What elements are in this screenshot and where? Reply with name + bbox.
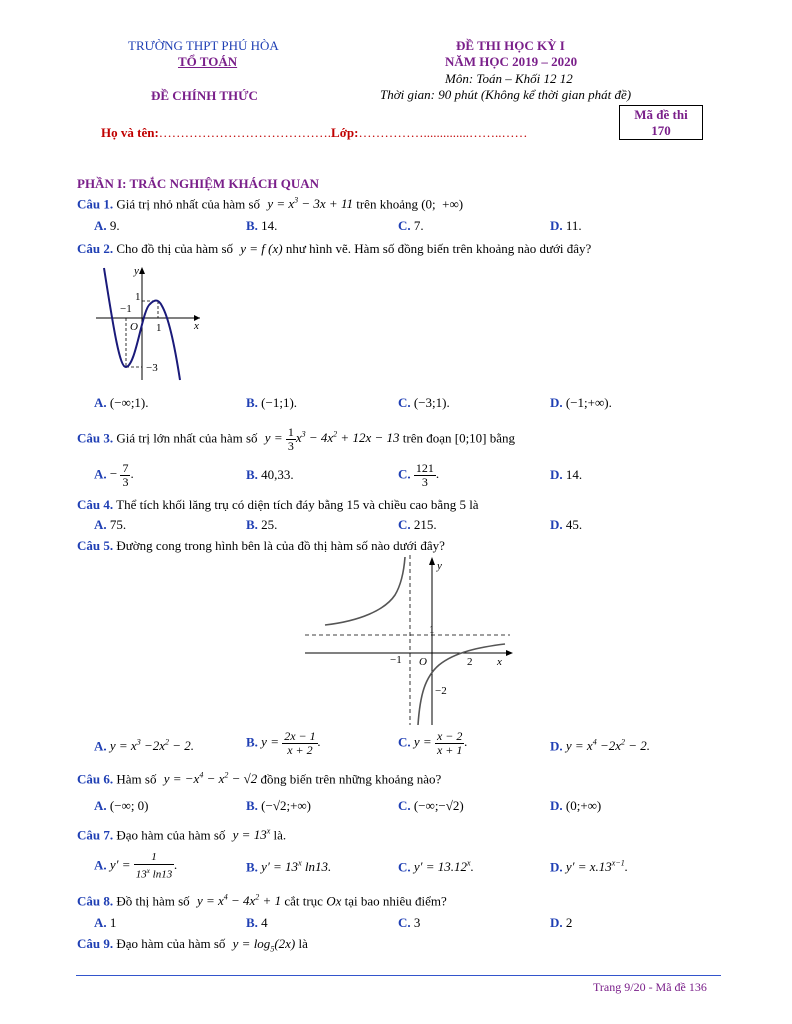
name-label: Họ và tên: [101, 125, 159, 140]
option-text: 40,33. [261, 467, 294, 482]
formula: $y = x^3 - 3x + 11$ [267, 196, 353, 212]
option-letter: C. [398, 859, 411, 875]
official-label: ĐỀ CHÍNH THỨC [151, 88, 258, 103]
formula: $y = \log_5(2x)$ [232, 936, 296, 954]
question-1 [77, 196, 463, 212]
option-letter: C. [398, 395, 411, 410]
formula: $y = 13^x$ [232, 827, 271, 843]
section-title: PHẦN I: TRẮC NGHIỆM KHÁCH QUAN [77, 176, 320, 191]
q8-option-a[interactable] [94, 915, 116, 931]
question-tail: trên đoạn [402, 430, 452, 446]
question-label: Câu 8. [77, 893, 114, 909]
option-text: y = $\frac{2x - 1}{x + 2}$ . [261, 729, 321, 757]
option-letter: D. [550, 915, 563, 930]
q7-option-d[interactable] [550, 859, 628, 875]
question-text: Cho đồ thị của hàm số [116, 241, 234, 256]
tick-label: −2 [435, 685, 447, 697]
option-letter: D. [550, 395, 563, 410]
group-name: TỔ TOÁN [178, 54, 238, 69]
question-text: Đạo hàm của hàm số [116, 936, 226, 951]
formula: $y = x^4 - 4x^2 + 1$ [196, 893, 282, 909]
question-text: Giá trị nhỏ nhất của hàm số [116, 196, 261, 212]
option-text: − $\frac{7}{3}$ . [109, 461, 134, 489]
y-label: y [437, 560, 442, 572]
option-text: (−1;+∞). [565, 395, 612, 410]
option-letter: B. [246, 915, 258, 930]
question-label: Câu 6. [77, 771, 114, 787]
formula: y = f (x) [240, 241, 283, 256]
option-text: 2 [565, 915, 573, 930]
q4-option-d[interactable] [550, 517, 582, 533]
school-year: NĂM HỌC 2019 – 2020 [445, 54, 578, 69]
tick-label: 2 [467, 656, 473, 668]
option-letter: B. [246, 517, 258, 532]
option-letter: B. [246, 395, 258, 410]
cubic-graph [92, 262, 212, 384]
q2-option-a[interactable] [94, 395, 149, 411]
option-text: 4 [261, 915, 268, 930]
page-footer: Trang 9/20 - Mã đề 136 [593, 980, 707, 994]
option-text: 14. [261, 218, 278, 233]
option-letter: B. [246, 218, 258, 233]
time-line: Thời gian: 90 phút (Không kể thời gian phát đề) [380, 87, 632, 102]
question-text: Đồ thị hàm số [116, 893, 190, 909]
question-tail-2: bằng [489, 430, 516, 446]
question-5 [77, 538, 445, 554]
option-letter: D. [550, 517, 563, 532]
question-text: Hàm số [116, 771, 157, 787]
question-7 [77, 827, 286, 843]
question-text: Giá trị lớn nhất của hàm số [116, 430, 258, 446]
question-tail: đồng biến trên những khoảng nào? [260, 771, 442, 787]
question-text: Thể tích khối lăng trụ có diện tích đáy bằng 15 và chiều cao bằng 5 là [116, 497, 479, 512]
option-text: $y' = x.13^{x-1}$. [565, 859, 628, 875]
question-tail-2: tại bao nhiêu điểm? [344, 893, 447, 909]
q3-option-b[interactable] [246, 467, 294, 483]
option-text: y = $\frac{x - 2}{x + 1}$ . [413, 729, 468, 757]
question-2 [77, 241, 591, 257]
option-letter: A. [94, 466, 107, 482]
right-branch [418, 644, 505, 725]
question-8 [77, 893, 447, 909]
tick-label: −1 [120, 303, 132, 315]
option-letter: C. [398, 466, 411, 482]
q5-option-d[interactable] [550, 738, 650, 754]
q4-option-a[interactable] [94, 517, 126, 533]
q1-option-b[interactable] [246, 218, 277, 234]
option-letter: A. [94, 517, 107, 532]
q6-option-d[interactable] [550, 798, 601, 814]
question-label: Câu 3. [77, 430, 114, 446]
option-text: 215. [413, 517, 437, 532]
question-text: Đạo hàm của hàm số [116, 827, 226, 843]
option-text: (−∞;1). [109, 395, 149, 410]
option-text: (−√2;+∞) [261, 798, 312, 813]
question-label: Câu 2. [77, 241, 114, 256]
question-6 [77, 771, 441, 787]
q1-option-c[interactable] [398, 218, 424, 234]
question-tail: như hình vẽ. Hàm số đồng biến trên khoảng nào dưới đây? [285, 241, 592, 256]
option-text: (−1;1). [261, 395, 298, 410]
q2-option-d[interactable] [550, 395, 612, 411]
formula: y = $\frac{1}{3}$ $x^3 - 4x^2 + 12x - 13$ [264, 425, 400, 453]
option-text: $y' = 13.12^x$. [413, 859, 474, 875]
question-tail: cắt trục [284, 893, 323, 909]
left-branch [325, 557, 405, 625]
footer-divider [76, 975, 721, 976]
option-letter: C. [398, 734, 411, 750]
q8-option-b[interactable] [246, 915, 268, 931]
option-text: 14. [565, 467, 583, 482]
option-letter: D. [550, 798, 563, 813]
q2-option-b[interactable] [246, 395, 297, 411]
option-text: (−3;1). [413, 395, 450, 410]
option-letter: B. [246, 798, 258, 813]
origin-label: O [419, 656, 427, 668]
question-9 [77, 936, 308, 954]
option-letter: A. [94, 915, 107, 930]
student-info-line [101, 125, 527, 141]
option-letter: D. [550, 859, 563, 875]
option-letter: D. [550, 738, 563, 754]
hyperbola-graph [305, 555, 515, 727]
exam-title: ĐỀ THI HỌC KỲ I [456, 38, 565, 53]
x-arrow [506, 650, 513, 656]
tick-label: 1 [429, 624, 435, 636]
origin-label: O [130, 321, 138, 333]
option-text: 1 [109, 915, 117, 930]
option-letter: A. [94, 798, 107, 813]
option-text: 9. [109, 218, 120, 233]
option-text: 7. [413, 218, 424, 233]
q8-option-d[interactable] [550, 915, 572, 931]
option-letter: A. [94, 857, 107, 873]
question-label: Câu 9. [77, 936, 114, 951]
option-text: (−∞; 0) [109, 798, 149, 813]
q8-option-c[interactable] [398, 915, 420, 931]
q1-option-a[interactable] [94, 218, 120, 234]
exam-code-value: 170 [651, 123, 671, 138]
q2-option-c[interactable] [398, 395, 450, 411]
option-text: $\frac{121}{3}$ . [415, 461, 440, 489]
tick-label: 1 [135, 291, 141, 303]
school-name: TRƯỜNG THPT PHÚ HÒA [128, 38, 279, 53]
y-label: y [134, 265, 139, 277]
y-arrow [429, 557, 435, 565]
option-letter: C. [398, 915, 411, 930]
option-text: y′ = $\frac{1}{13^x \ln 13}$ . [109, 851, 178, 881]
tick-label: −3 [146, 362, 158, 374]
option-letter: B. [246, 734, 258, 750]
question-4 [77, 497, 479, 513]
axis-name: Ox [326, 893, 342, 909]
question-3 [77, 426, 515, 453]
option-text: (−∞;−√2) [413, 798, 464, 813]
option-letter: A. [94, 218, 107, 233]
option-text: $y' = 13^x$ ln13. [261, 859, 332, 875]
y-arrow [139, 267, 145, 274]
interval: (0; +∞) [421, 196, 464, 212]
question-tail: là [298, 936, 308, 951]
q4-option-b[interactable] [246, 517, 277, 533]
option-text: 11. [565, 218, 582, 233]
q3-option-a[interactable] [94, 462, 134, 489]
class-field: ……………..............……..…… [358, 125, 528, 140]
q1-option-d[interactable] [550, 218, 582, 234]
option-text: 3 [413, 915, 421, 930]
q6-option-c[interactable] [398, 798, 464, 814]
question-text: Đường cong trong hình bên là của đồ thị hàm số nào dưới đây? [116, 538, 445, 553]
option-letter: A. [94, 395, 107, 410]
tick-label: −1 [390, 654, 402, 666]
q5-option-b[interactable] [246, 730, 321, 757]
option-letter: C. [398, 798, 411, 813]
exam-code-label: Mã đề thi [634, 107, 688, 122]
option-letter: B. [246, 467, 258, 482]
option-text: (0;+∞) [565, 798, 602, 813]
q7-option-c[interactable] [398, 859, 474, 875]
option-letter: B. [246, 859, 258, 875]
class-label: Lớp: [331, 125, 359, 140]
option-text: $y = x^4 -2x^2 - 2$. [565, 738, 651, 754]
question-tail: trên khoảng [356, 196, 418, 212]
formula: $y = -x^4 - x^2 - √2$ [163, 771, 258, 787]
q5-option-c[interactable] [398, 730, 468, 757]
q3-option-c[interactable] [398, 462, 439, 489]
question-label: Câu 1. [77, 196, 114, 212]
option-text: 75. [109, 517, 127, 532]
question-tail: là. [273, 827, 287, 843]
option-letter: C. [398, 218, 411, 233]
q6-option-b[interactable] [246, 798, 311, 814]
option-letter: A. [94, 738, 107, 754]
option-text: 25. [261, 517, 278, 532]
option-letter: D. [550, 218, 563, 233]
option-letter: D. [550, 467, 563, 482]
option-text: 45. [565, 517, 583, 532]
interval: [0;10] [454, 430, 487, 446]
question-label: Câu 5. [77, 538, 114, 553]
q5-option-a[interactable] [94, 738, 194, 754]
q6-option-a[interactable] [94, 798, 149, 814]
exam-code-box [619, 105, 703, 140]
subject-line: Môn: Toán – Khối 12 12 [445, 71, 573, 86]
option-letter: C. [398, 517, 411, 532]
q7-option-a[interactable] [94, 851, 177, 882]
q7-option-b[interactable] [246, 859, 331, 875]
tick-label: 1 [156, 322, 162, 334]
question-label: Câu 4. [77, 497, 114, 512]
question-label: Câu 7. [77, 827, 114, 843]
x-label: x [194, 320, 199, 332]
option-text: $y = x^3 -2x^2 - 2$. [109, 738, 195, 754]
q3-option-d[interactable] [550, 467, 582, 483]
x-label: x [497, 656, 502, 668]
name-field: …………………………………. [158, 125, 332, 140]
q4-option-c[interactable] [398, 517, 437, 533]
